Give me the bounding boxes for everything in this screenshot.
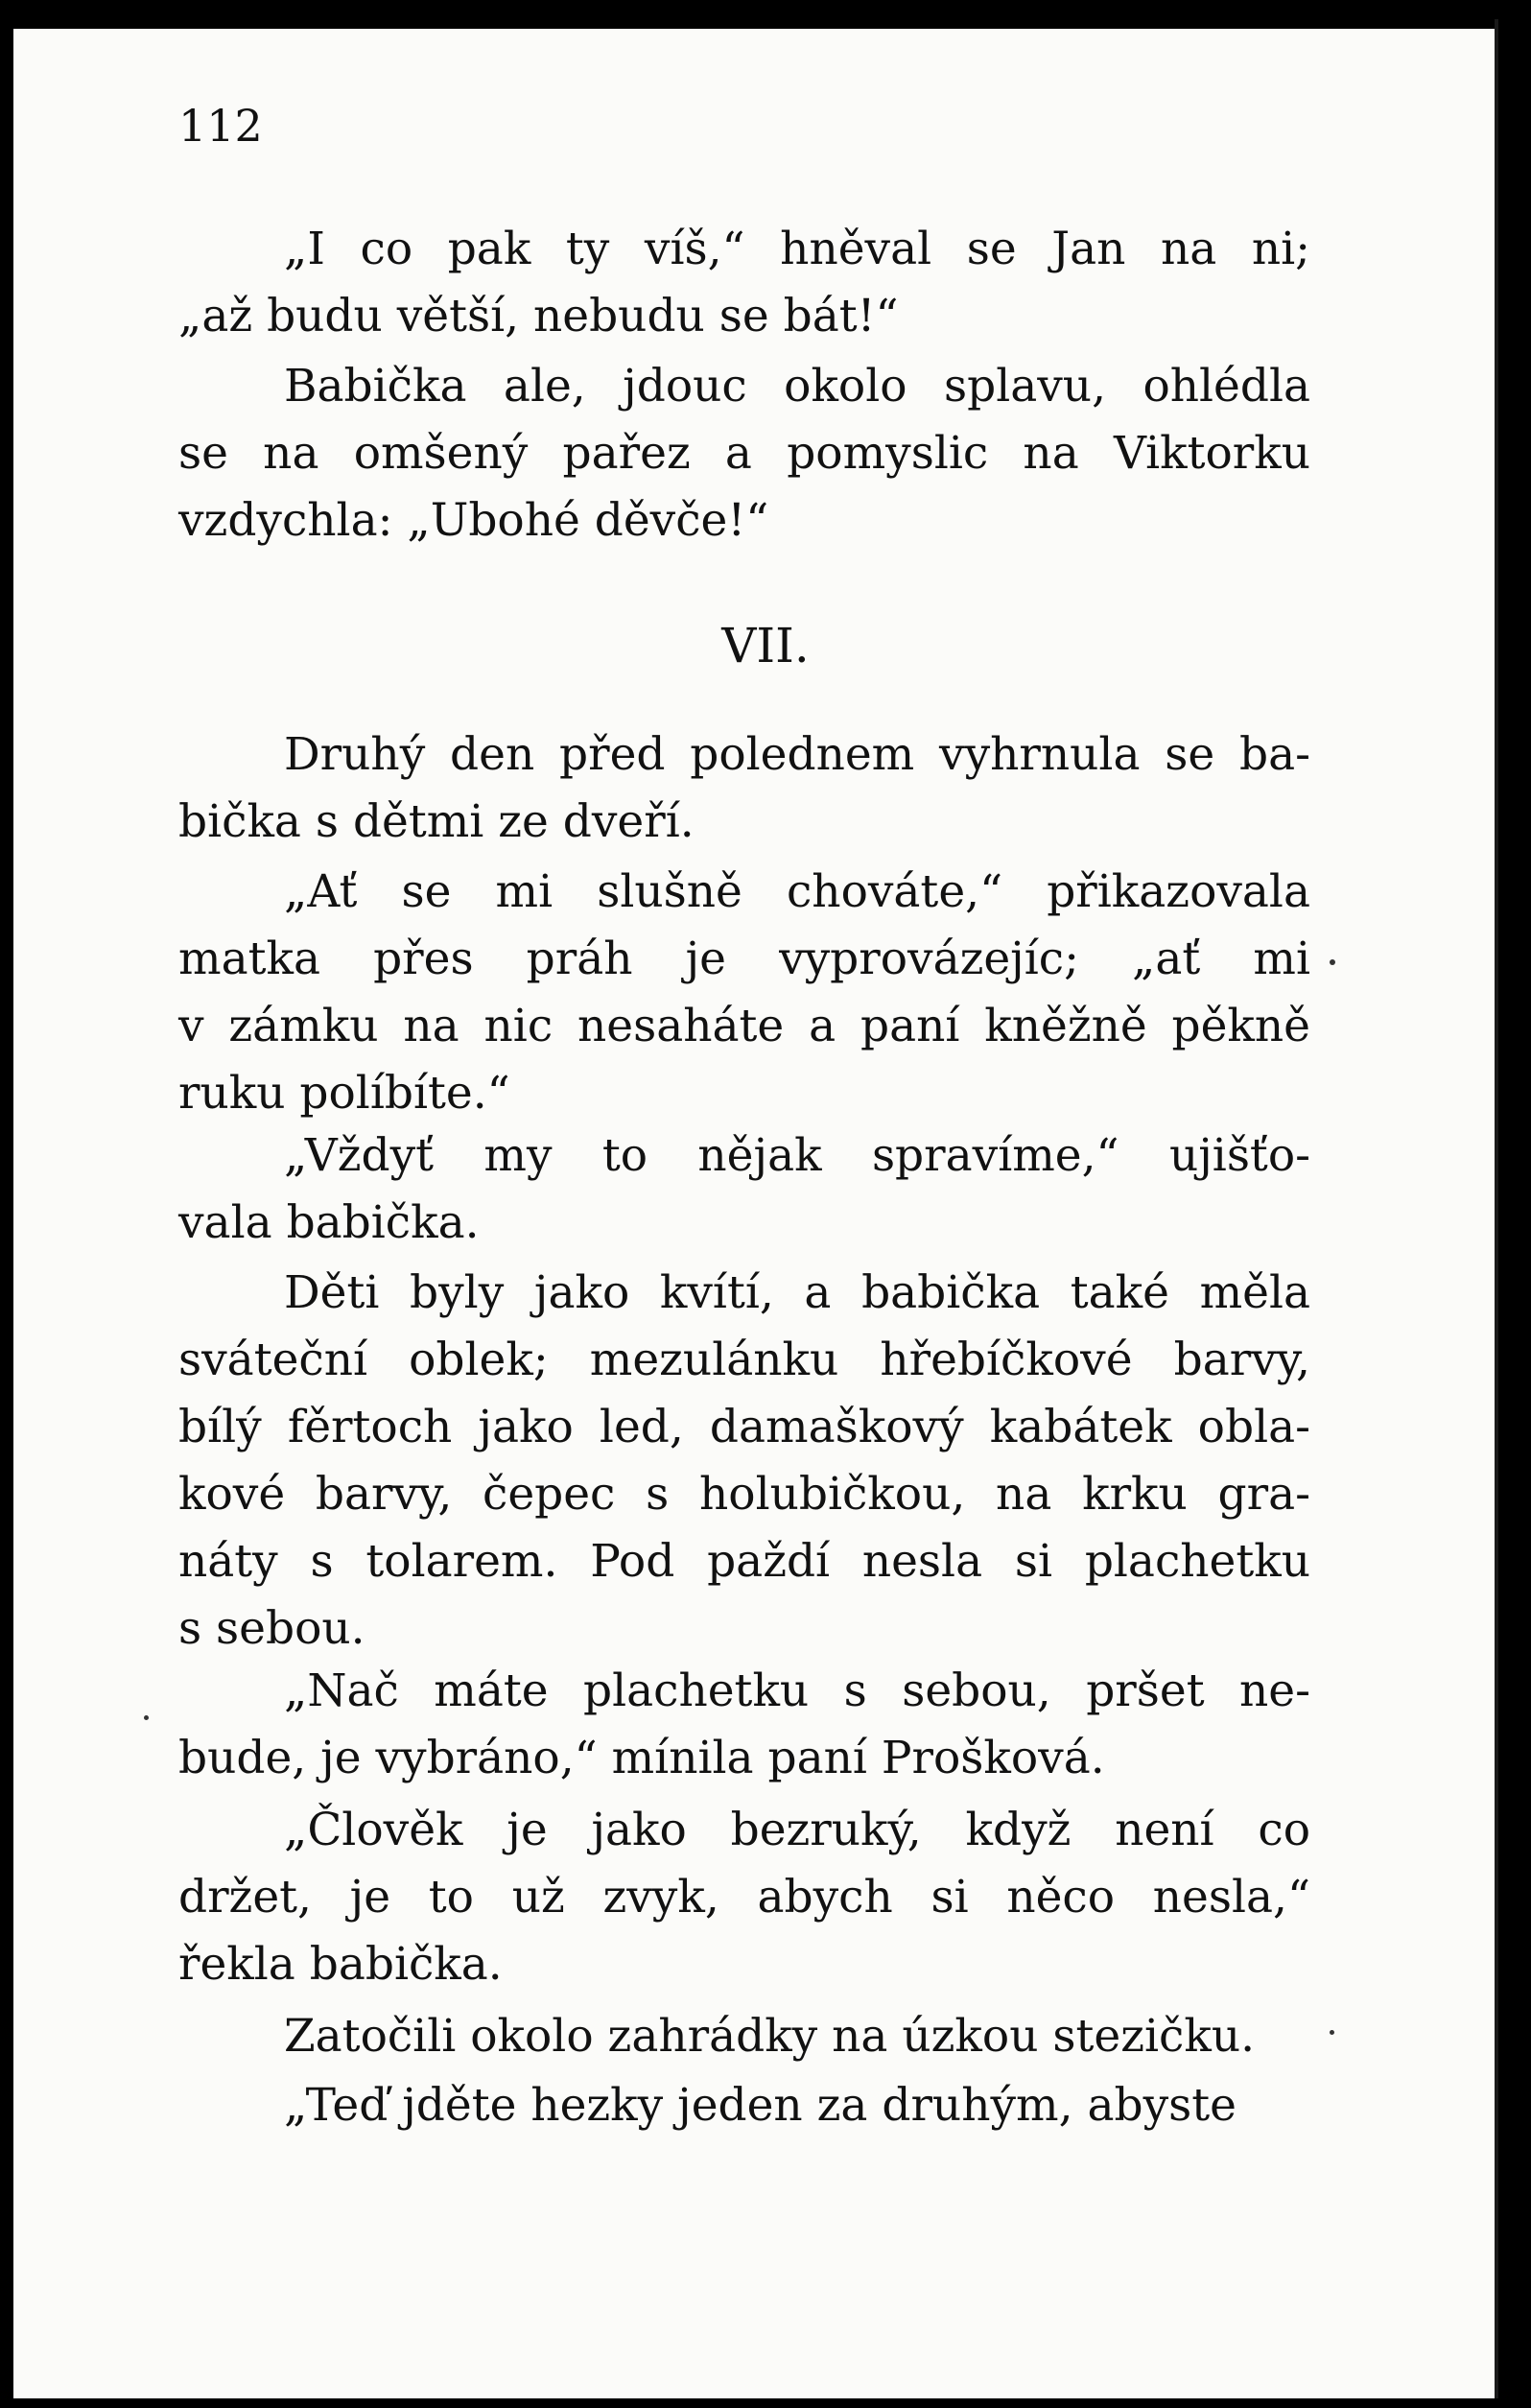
paragraph xyxy=(178,1658,1310,1792)
text-line: v zámku na nic nesaháte a paní kněžně pěkně xyxy=(178,1000,1310,1052)
paragraph xyxy=(178,2003,1310,2070)
text-line: „Člověk je jako bezruký, když není co xyxy=(284,1804,1310,1856)
text-line: řekla babička. xyxy=(178,1938,503,1991)
text-line: „Vždyť my to nějak spravíme,“ ujišťo- xyxy=(284,1129,1310,1182)
paragraph xyxy=(178,1122,1310,1257)
text-line: bílý fěrtoch jako led, damaškový kabátek obla- xyxy=(178,1401,1310,1453)
paragraph xyxy=(178,1260,1310,1663)
text-line: „až budu větší, nebudu se bát!“ xyxy=(178,290,899,342)
text-line: „Ať se mi slušně chováte,“ přikazovala xyxy=(284,865,1310,918)
text-line: vzdychla: „Ubohé děvče!“ xyxy=(178,494,769,547)
text-line: s sebou. xyxy=(178,1602,365,1655)
page-number: 112 xyxy=(178,100,263,152)
text-line: „Nač máte plachetku s sebou, pršet ne- xyxy=(284,1664,1310,1717)
paragraph xyxy=(178,216,1310,350)
text-line: matka přes práh je vyprovázejíc; „ať mi xyxy=(178,933,1310,985)
text-line: „Teď jděte hezky jeden za druhým, abyste xyxy=(284,2079,1237,2132)
text-line: vala babička. xyxy=(178,1196,480,1249)
text-line: se na omšený pařez a pomyslic na Viktorku xyxy=(178,427,1310,480)
text-line: Děti byly jako kvítí, a babička také měla xyxy=(284,1266,1310,1319)
text-line: náty s tolarem. Pod paždí nesla si plachetku xyxy=(178,1535,1310,1588)
text-line: Babička ale, jdouc okolo splavu, ohlédla xyxy=(284,360,1310,413)
text-line: držet, je to už zvyk, abych si něco nesla,“ xyxy=(178,1871,1310,1924)
chapter-heading: VII. xyxy=(721,618,810,673)
print-speck xyxy=(1330,2030,1334,2035)
paragraph xyxy=(178,353,1310,555)
text-line: Zatočili okolo zahrádky na úzkou stezičku. xyxy=(284,2010,1256,2063)
text-line: bude, je vybráno,“ mínila paní Prošková. xyxy=(178,1732,1105,1784)
page-edge-shadow xyxy=(1495,19,1498,2398)
text-line: ruku políbíte.“ xyxy=(178,1067,510,1120)
paragraph xyxy=(178,2072,1310,2139)
text-line: bička s dětmi ze dveří. xyxy=(178,795,695,848)
paragraph xyxy=(178,721,1310,856)
text-line: „I co pak ty víš,“ hněval se Jan na ni; xyxy=(284,223,1310,275)
text-line: kové barvy, čepec s holubičkou, na krku gra- xyxy=(178,1468,1310,1521)
paragraph xyxy=(178,859,1310,1127)
print-speck xyxy=(1330,959,1335,965)
text-line: Druhý den před polednem vyhrnula se ba- xyxy=(284,728,1310,781)
text-line: sváteční oblek; mezulánku hřebíčkové barvy, xyxy=(178,1334,1310,1386)
paragraph xyxy=(178,1797,1310,1998)
print-speck xyxy=(144,1715,149,1720)
